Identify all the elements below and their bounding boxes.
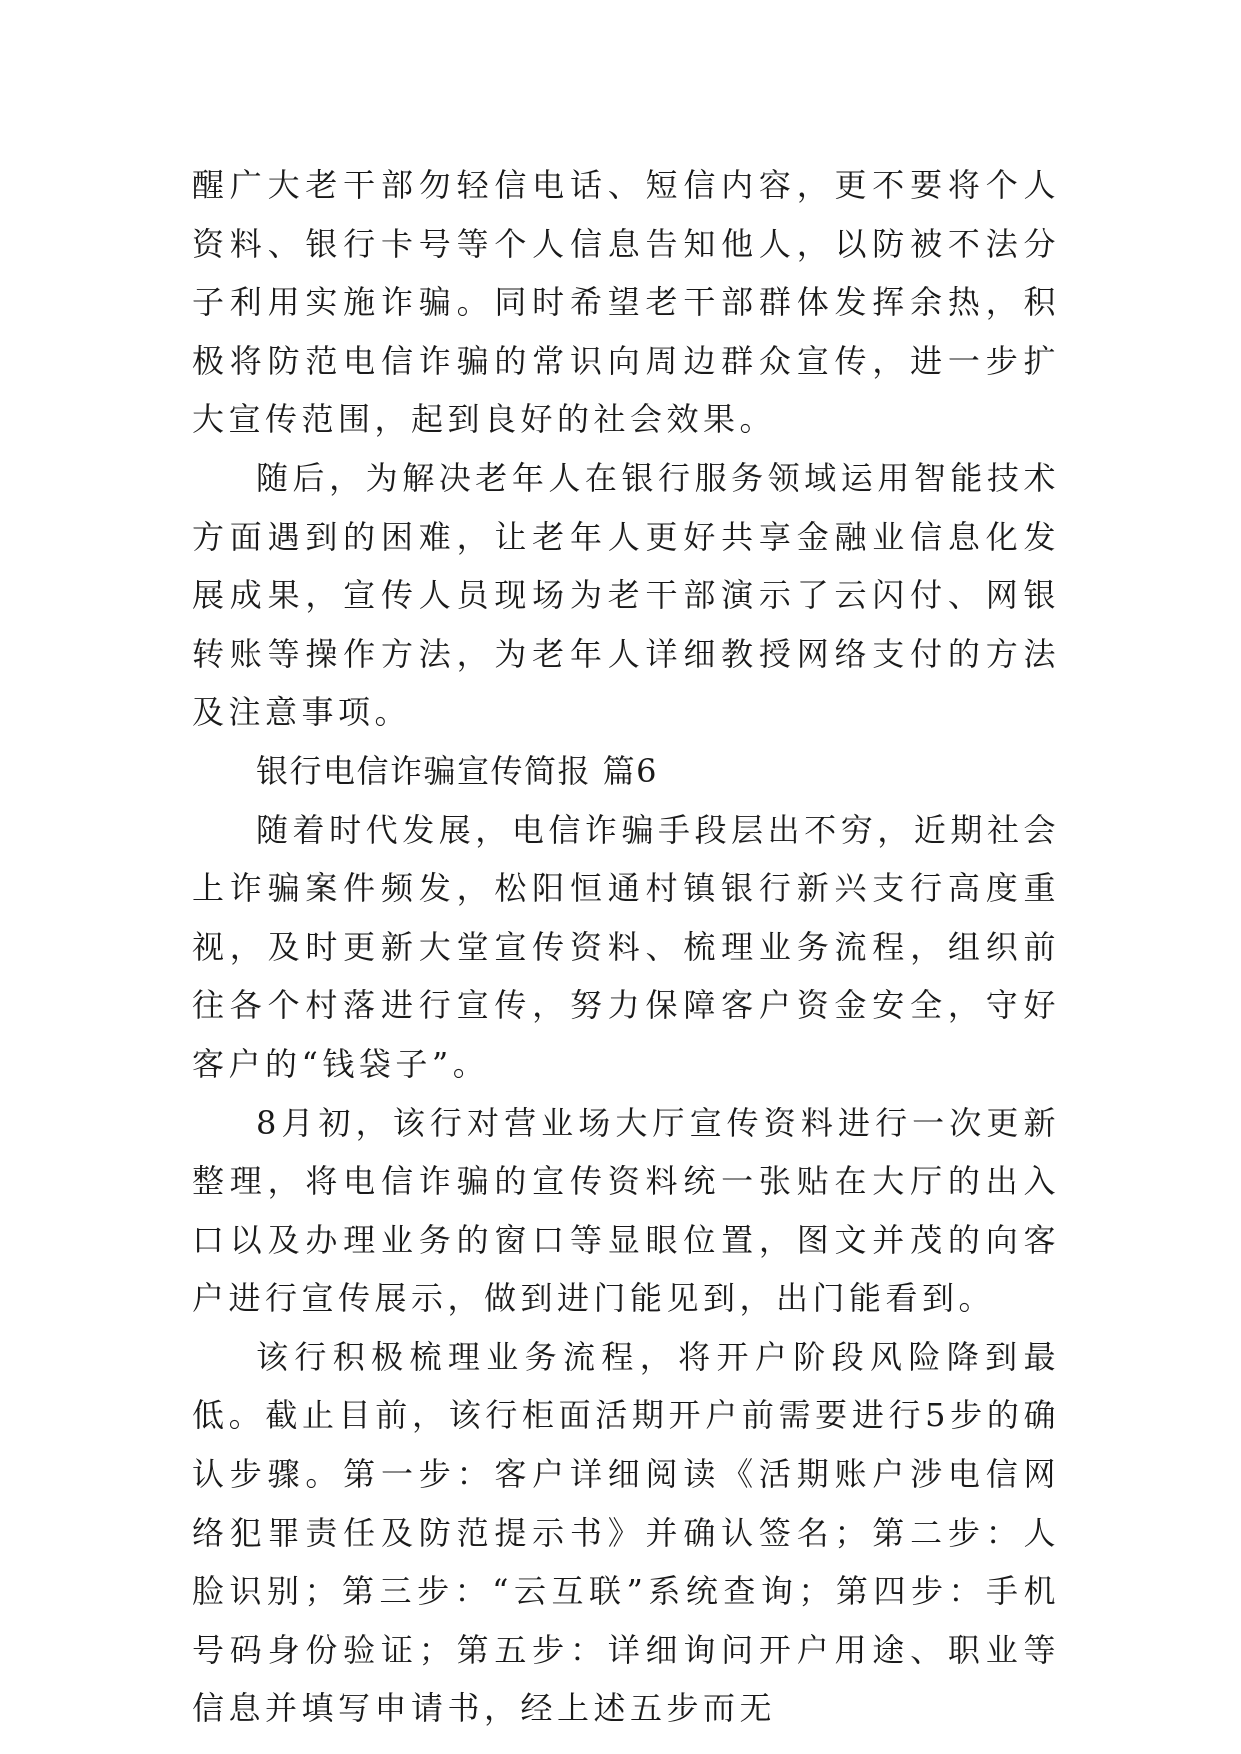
section-heading: 银行电信诈骗宣传简报 篇6	[256, 751, 659, 790]
document-body	[192, 156, 1060, 1738]
paragraph: 随后，为解决老年人在银行服务领域运用智能技术方面遇到的困难，让老年人更好共享金融业信息化发展成果，宣传人员现场为老干部演示了云闪付、网银转账等操作方法，为老年人详细教授网络支付的方法及注意事项。	[192, 458, 1060, 732]
paragraph: 随着时代发展，电信诈骗手段层出不穷，近期社会上诈骗案件频发，松阳恒通村镇银行新兴支行高度重视，及时更新大堂宣传资料、梳理业务流程，组织前往各个村落进行宣传，努力保障客户资金安全，守好客户的“钱袋子”。	[192, 810, 1060, 1083]
paragraph: 该行积极梳理业务流程，将开户阶段风险降到最低。截止目前，该行柜面活期开户前需要进行5步的确认步骤。第一步：客户详细阅读《活期账户涉电信网络犯罪责任及防范提示书》并确认签名；第二步：人脸识别；第三步：“云互联”系统查询；第四步：手机号码身份验证；第五步：详细询问开户用途、职业等信息并填写申请书，经上述五步而无	[192, 1337, 1060, 1728]
paragraph: 8月初，该行对营业场大厅宣传资料进行一次更新整理，将电信诈骗的宣传资料统一张贴在大厅的出入口以及办理业务的窗口等显眼位置，图文并茂的向客户进行宣传展示，做到进门能见到，出门能看到。	[192, 1103, 1060, 1318]
paragraph-continued: 醒广大老干部勿轻信电话、短信内容，更不要将个人资料、银行卡号等个人信息告知他人，以防被不法分子利用实施诈骗。同时希望老干部群体发挥余热，积极将防范电信诈骗的常识向周边群众宣传，进一步扩大宣传范围，起到良好的社会效果。	[192, 166, 1060, 439]
